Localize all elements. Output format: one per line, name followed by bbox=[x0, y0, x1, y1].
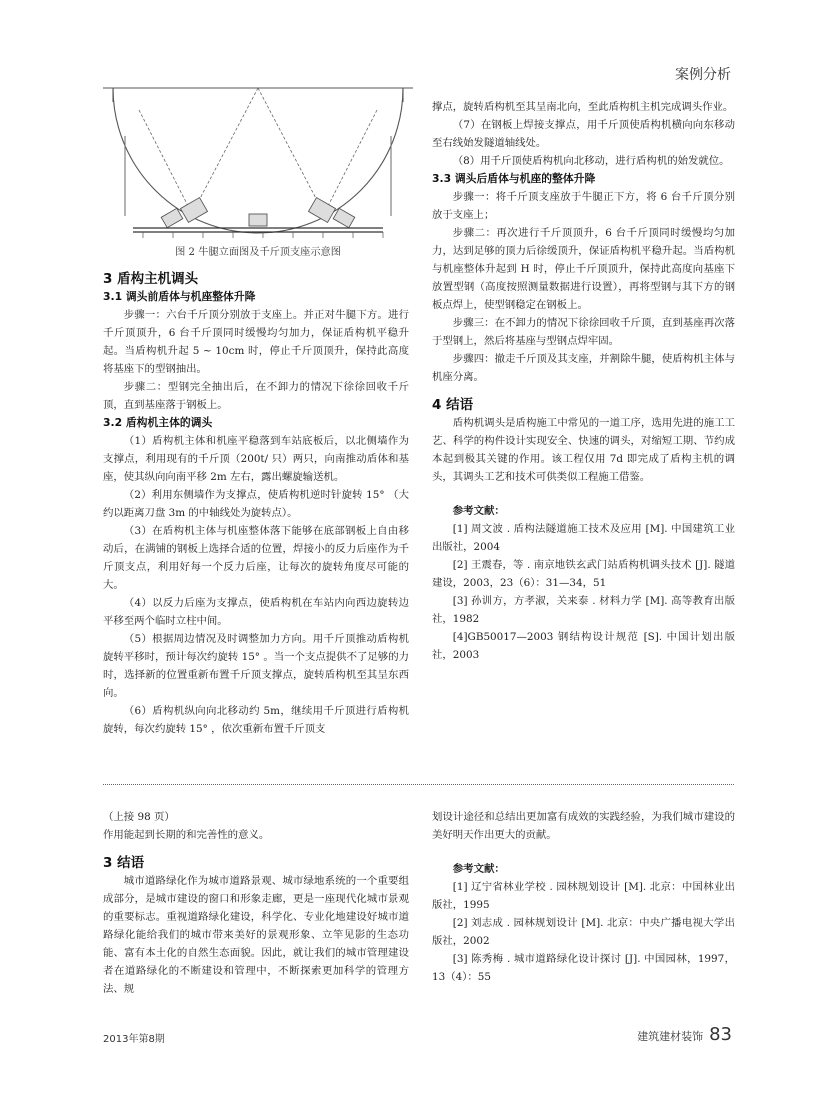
reference-item: [3] 陈秀梅 . 城市道路绿化设计探讨 [J]. 中国园林，1997，13（4）：55 bbox=[432, 953, 735, 983]
section-title: 4 结语 bbox=[432, 397, 474, 413]
paragraph: （8）用千斤顶使盾构机向北移动，进行盾构机的始发就位。 bbox=[452, 155, 730, 167]
paragraph: 步骤一：六台千斤顶分别放于支座上。并正对牛腿下方。进行千斤顶顶升，6 台千斤顶同时缓慢均匀加力，保证盾构机平稳升起。当盾构机升起 5 ~ 10cm 时，停止千斤顶顶升，保持此高度将基座下的型钢抽出。 bbox=[103, 309, 409, 375]
continuation-note: （上接 98 页） bbox=[103, 811, 175, 823]
article-divider bbox=[103, 784, 734, 785]
issue-label: 2013年第8期 bbox=[103, 1034, 165, 1045]
reference-item: [1] 周文波 . 盾构法隧道施工技术及应用 [M]. 中国建筑工业出版社，2004 bbox=[432, 523, 735, 553]
paragraph: 作用能起到长期的和完善性的意义。 bbox=[103, 829, 270, 841]
page-number: 83 bbox=[709, 1024, 732, 1045]
paragraph: （4）以反力后座为支撑点，使盾构机在车站内向西边旋转边平移至两个临时立柱中间。 bbox=[103, 597, 409, 627]
reference-item: [4]GB50017—2003 钢结构设计规范 [S]. 中国计划出版社，2003 bbox=[432, 631, 735, 661]
paragraph: （2）利用东侧墙作为支撑点，使盾构机逆时针旋转 15° （大约以距离刀盘 3m 的中轴线处为旋转点）。 bbox=[103, 489, 409, 519]
reference-item: [2] 刘志成 . 园林规划设计 [M]. 北京：中央广播电视大学出版社，2002 bbox=[432, 917, 735, 947]
subsection-title: 3.1 调头前盾体与机座整体升降 bbox=[103, 290, 256, 303]
bottom-left-column bbox=[103, 808, 409, 998]
right-column bbox=[432, 98, 735, 664]
references-title: 参考文献： bbox=[452, 505, 505, 517]
subsection-title: 3.3 调头后盾体与机座的整体升降 bbox=[432, 172, 596, 185]
section-tag: 案例分析 bbox=[675, 67, 731, 83]
journal-name: 建筑建材装饰 bbox=[637, 1030, 704, 1043]
paragraph: 划设计途径和总结出更加富有成效的实践经验，为我们城市建设的美好明天作出更大的贡献。 bbox=[432, 811, 735, 841]
figure-drawing bbox=[103, 86, 413, 242]
section-title: 3 盾构主机调头 bbox=[103, 271, 199, 287]
paragraph: 步骤四：撤走千斤顶及其支座，并割除牛腿，使盾构机主体与机座分离。 bbox=[432, 353, 735, 383]
paragraph: 步骤二：型钢完全抽出后，在不卸力的情况下徐徐回收千斤顶，直到基座落于钢板上。 bbox=[103, 381, 409, 411]
subsection-title: 3.2 盾构机主体的调头 bbox=[103, 416, 213, 429]
paragraph: （6）盾构机纵向向北移动约 5m，继续用千斤顶进行盾构机旋转，每次约旋转 15° ，依次重新布置千斤顶支 bbox=[103, 705, 409, 735]
paragraph: 撑点，旋转盾构机至其呈南北向，至此盾构机主机完成调头作业。 bbox=[432, 101, 734, 113]
reference-item: [2] 王震春，等 . 南京地铁玄武门站盾构机调头技术 [J]. 隧道建设，2003，23（6）：31—34，51 bbox=[432, 559, 735, 589]
reference-item: [1] 辽宁省林业学校 . 园林规划设计 [M]. 北京：中国林业出版社，1995 bbox=[432, 881, 735, 911]
paragraph: 步骤二：再次进行千斤顶顶升，6 台千斤顶同时缓慢均匀加力，达到足够的顶力后徐缓顶升，保证盾构机平稳升起。当盾构机与机座整体升起到 H 时，停止千斤顶顶升，保持此高度向基座下放置型钢（高度按照测量数据进行设置），再将型钢与其下方的钢板点焊上，使型钢稳定在钢板上。 bbox=[432, 227, 735, 311]
paragraph: （7）在钢板上焊接支撑点，用千斤顶使盾构机横向向东移动至右线始发隧道轴线处。 bbox=[432, 119, 735, 149]
reference-item: [3] 孙训方，方孝淑，关来泰 . 材料力学 [M]. 高等教育出版社，1982 bbox=[432, 595, 735, 625]
paragraph: （3）在盾构机主体与机座整体落下能够在底部钢板上自由移动后，在满铺的钢板上选择合适的位置，焊接小的反力后座作为千斤顶支点，利用好每一个反力后座，让每次的旋转角度尽可能的大。 bbox=[103, 525, 409, 591]
left-column bbox=[103, 270, 409, 738]
paragraph: 步骤一：将千斤顶支座放于牛腿正下方，将 6 台千斤顶分别放于支座上； bbox=[432, 191, 735, 221]
paragraph: 城市道路绿化作为城市道路景观、城市绿地系统的一个重要组成部分，是城市建设的窗口和形象走廊，更是一座现代化城市景观的重要标志。重视道路绿化建设，科学化、专业化地建设好城市道路绿化能给我们的城市带来美好的景观形象、立竿见影的生态功能、富有本土化的自然生态面貌。因此，就让我们的城市管理建设者在道路绿化的不断建设和管理中，不断探索更加科学的管理方法、规 bbox=[103, 875, 409, 995]
paragraph: （5）根据周边情况及时调整加力方向。用千斤顶推动盾构机旋转平移时，预计每次约旋转 15° 。当一个支点提供不了足够的力时，选择新的位置重新布置千斤顶支撑点，旋转盾构机至其呈东西向。 bbox=[103, 633, 409, 699]
paragraph: 盾构机调头是盾构施工中常见的一道工序，选用先进的施工工艺、科学的构件设计实现安全、快速的调头，对缩短工期、节约成本起到极其关键的作用。该工程仅用 7d 即完成了盾构主机的调头，其调头工艺和技术可供类似工程施工借鉴。 bbox=[432, 417, 735, 483]
bottom-right-column bbox=[432, 808, 735, 986]
figure-caption: 图 2 牛腿立面图及千斤顶支座示意图 bbox=[175, 247, 341, 258]
references-title: 参考文献： bbox=[452, 863, 505, 875]
footer-journal bbox=[637, 1024, 732, 1045]
section-title: 3 结语 bbox=[103, 855, 145, 871]
paragraph: 步骤三：在不卸力的情况下徐徐回收千斤顶，直到基座再次落于型钢上，然后将基座与型钢点焊牢固。 bbox=[432, 317, 735, 347]
figure bbox=[103, 86, 413, 242]
paragraph: （1）盾构机主体和机座平稳落到车站底板后，以北侧墙作为支撑点，利用现有的千斤顶（200t/ 只）两只，向南推动盾体和基座，使其纵向向南平移 2m 左右，露出螺旋输送机。 bbox=[103, 435, 409, 483]
